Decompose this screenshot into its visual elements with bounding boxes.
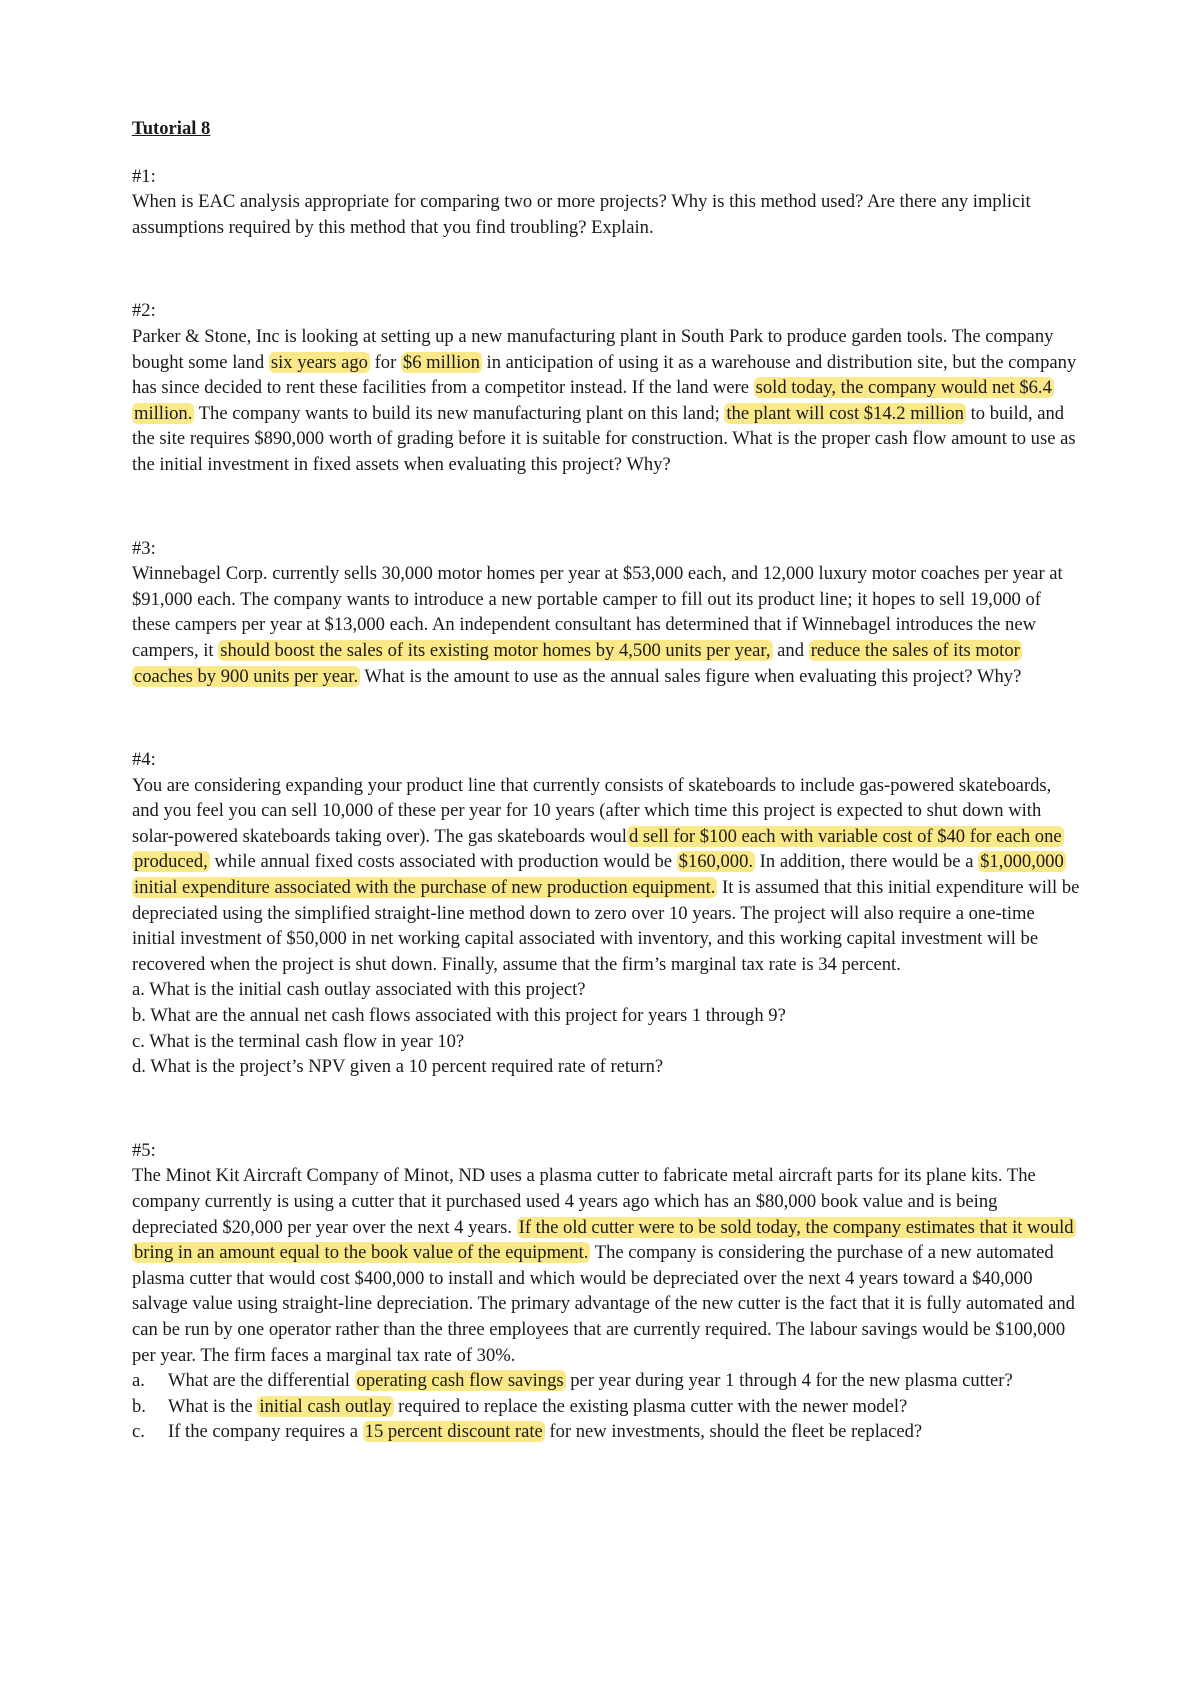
- highlighted-text: should boost the sales of its existing motor homes by 4,500 units per year,: [220, 639, 771, 661]
- question-1: [132, 164, 1082, 241]
- question-number: #5:: [132, 1139, 156, 1161]
- text-run: to build, and the site requires $890,000 worth of grading before it is suitable for construction. What is the proper cash flow amount to use as the initial investment in fixed assets when evaluating this project? Why?: [132, 402, 1076, 475]
- text-run: The Minot Kit Aircraft Company of Minot, ND uses a plasma cutter to fabricate metal aircraft parts for its plane kits. The company currently is using a cutter that it purchased used 4 years ago which has an $80,000 book value and is being depreciated $20,000 per year over the next 4 years.: [132, 1165, 1036, 1238]
- sub-question-c: [132, 1419, 1082, 1445]
- highlighted-text: the plant will cost $14.2 million: [726, 402, 964, 424]
- highlighted-text: reduce the sales of its motor coaches by 900 units per year.: [134, 639, 1020, 687]
- question-number: #4:: [132, 749, 156, 771]
- question-text: [132, 561, 1082, 689]
- sub-question-text: [168, 1394, 1082, 1420]
- text-run: The company wants to build its new manufacturing plant on this land;: [194, 402, 725, 424]
- highlighted-text: $6 million: [402, 351, 480, 373]
- highlighted-text: $1,000,000 initial expenditure associated with the purchase of new production equipment.: [134, 851, 1064, 899]
- sub-question-list: [132, 1368, 1082, 1445]
- text-run: It is assumed that this initial expenditure will be depreciated using the simplified straight-line method down to zero over 10 years. The project will also require a one-time initial investment of $50,000 in net working capital associated with inventory, and this working capital investment will be recovered when the project is shut down. Finally, assume that the firm’s marginal tax rate is 34 percent.: [132, 877, 1080, 975]
- sub-question-b: [132, 1394, 1082, 1420]
- question-text: [132, 1163, 1082, 1368]
- question-text: When is EAC analysis appropriate for comparing two or more projects? Why is this method used? Are there any implicit assumptions required by this method that you find troubling? Explain.: [132, 191, 1031, 238]
- text-run: required to replace the existing plasma cutter with the newer model?: [393, 1395, 908, 1417]
- sub-question-b: b. What are the annual net cash flows associated with this project for years 1 through 9?: [132, 1005, 786, 1027]
- highlighted-text: If the old cutter were to be sold today, the company estimates that it would bring in an amount equal to the book value of the equipment.: [134, 1216, 1074, 1264]
- text-run: You are considering expanding your product line that currently consists of skateboards to include gas-powered skateboards, and you feel you can sell 10,000 of these per year for 10 years (after which time this project is expected to shut down with solar-powered skateboards taking over). The gas skateboards woul: [132, 774, 1052, 847]
- sub-question-c: c. What is the terminal cash flow in year 10?: [132, 1030, 465, 1052]
- text-run: In addition, there would be a: [755, 851, 979, 873]
- page-title: Tutorial 8: [132, 118, 211, 139]
- sub-question-a: [132, 1368, 1082, 1394]
- question-number: #1:: [132, 165, 156, 187]
- text-run: per year during year 1 through 4 for the new plasma cutter?: [565, 1370, 1013, 1392]
- text-run: for: [369, 351, 401, 373]
- text-run: while annual fixed costs associated with production would be: [209, 851, 677, 873]
- sub-question-text: [168, 1419, 1082, 1445]
- question-2: [132, 298, 1082, 477]
- highlighted-text: operating cash flow savings: [356, 1370, 564, 1392]
- highlighted-text: 15 percent discount rate: [364, 1421, 543, 1443]
- question-5: [132, 1138, 1082, 1445]
- text-run: What is the: [168, 1395, 258, 1417]
- highlighted-text: sold today, the company would net $6.4 million.: [134, 377, 1052, 424]
- document-content: [132, 116, 1082, 1485]
- question-number: #2:: [132, 300, 156, 322]
- text-run: and: [772, 639, 809, 661]
- text-run: Winnebagel Corp. currently sells 30,000 motor homes per year at $53,000 each, and 12,000 luxury motor coaches per year at $91,000 each. The company wants to introduce a new portable camper to fill out its product line; it hopes to sell 19,000 of these campers per year at $13,000 each. An independent consultant has determined that if Winnebagel introduces the new campers, it: [132, 563, 1063, 661]
- sub-question-d: d. What is the project’s NPV given a 10 percent required rate of return?: [132, 1056, 664, 1078]
- text-run: If the company requires a: [168, 1421, 363, 1443]
- question-text: [132, 324, 1082, 478]
- text-run: Parker & Stone, Inc is looking at setting up a new manufacturing plant in South Park to produce garden tools. The company bought some land: [132, 325, 1054, 373]
- list-marker: b.: [132, 1395, 146, 1417]
- sub-question-text: [168, 1368, 1082, 1394]
- list-marker: c.: [132, 1421, 145, 1443]
- question-4: [132, 747, 1082, 1080]
- text-run: in anticipation of using it as a warehouse and distribution site, but the company has since decided to rent these facilities from a competitor instead. If the land were: [132, 351, 1077, 399]
- question-text: [132, 773, 1082, 978]
- question-number: #3:: [132, 537, 156, 559]
- highlighted-text: d sell for $100 each with variable cost of $40 for each one produced,: [134, 825, 1062, 873]
- sub-question-a: a. What is the initial cash outlay associated with this project?: [132, 979, 586, 1001]
- list-marker: a.: [132, 1370, 145, 1392]
- text-run: What are the differential: [168, 1370, 355, 1392]
- highlighted-text: $160,000.: [678, 851, 754, 873]
- question-3: [132, 536, 1082, 690]
- text-run: What is the amount to use as the annual sales figure when evaluating this project? Why?: [360, 665, 1022, 687]
- text-run: for new investments, should the fleet be replaced?: [544, 1421, 923, 1443]
- highlighted-text: initial cash outlay: [259, 1395, 392, 1417]
- highlighted-text: six years ago: [270, 351, 368, 373]
- text-run: The company is considering the purchase of a new automated plasma cutter that would cost $400,000 to install and which would be depreciated over the next 4 years toward a $40,000 salvage value using straight-line depreciation. The primary advantage of the new cutter is the fact that it is fully automated and can be run by one operator rather than the three employees that are currently required. The labour savings would be $100,000 per year. The firm faces a marginal tax rate of 30%.: [132, 1242, 1075, 1366]
